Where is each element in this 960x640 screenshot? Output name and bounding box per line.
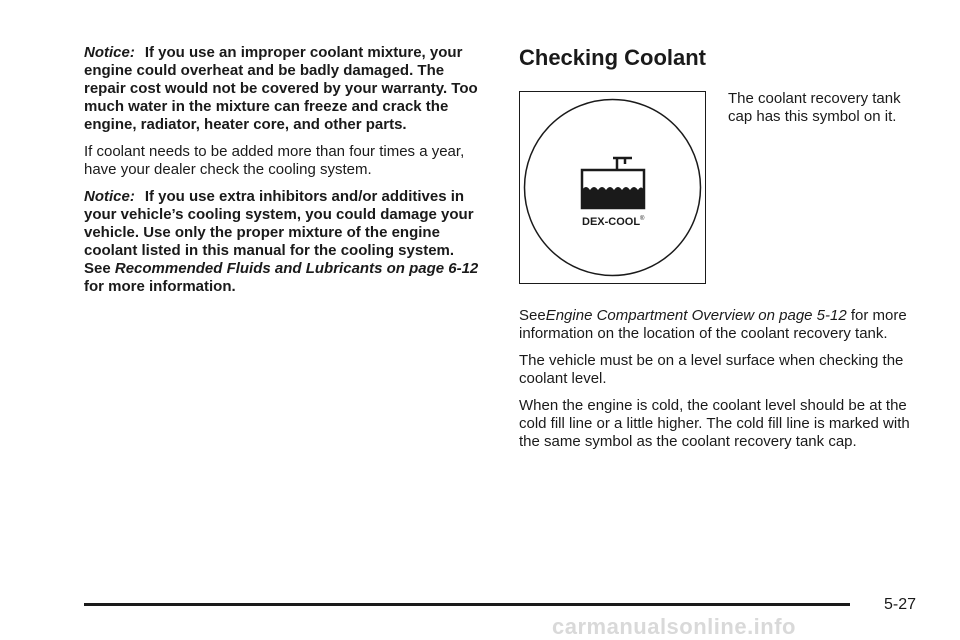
notice-label: Notice: [84, 188, 135, 205]
notice-inhibitors [84, 188, 484, 296]
left-column [84, 44, 484, 305]
see-paragraph [519, 307, 929, 343]
fluids-reference-link[interactable]: Recommended Fluids and Lubricants on page 6-12 [114, 260, 479, 277]
section-heading: Checking Coolant [519, 45, 707, 70]
engine-compartment-reference-link[interactable]: Engine Compartment Overview on page 5-12 [545, 307, 847, 324]
level-surface-paragraph: The vehicle must be on a level surface when checking the coolant level. [519, 352, 904, 387]
symbol-label: DEX-COOL [582, 216, 641, 228]
notice-improper-coolant [84, 44, 484, 134]
notice-text: If you use extra inhibitors and/or additives in your vehicle’s cooling system, you could damage your vehicle. Use only the proper mixture of the engine coolant listed in this manual for the cooling system. See [84, 188, 474, 277]
coolant-cap-icon [520, 92, 705, 283]
registered-mark: ® [640, 216, 645, 222]
right-column-body [519, 307, 929, 460]
see-prefix: See [519, 307, 546, 324]
right-column-header [519, 44, 919, 72]
symbol-caption: The coolant recovery tank cap has this symbol on it. [728, 90, 901, 125]
notice-text: If you use an improper coolant mixture, your engine could overheat and be badly damaged. The repair cost would not be covered by your warranty. Too much water in the mixture can freeze and crack the engine, radiator, heater core, and other parts. [84, 44, 478, 133]
footer-rule [84, 603, 850, 606]
notice-label: Notice: [84, 44, 135, 61]
coolant-symbol-figure [519, 91, 706, 284]
page-number: 5-27 [884, 596, 917, 613]
see-rest: for more information on the location of the coolant recovery tank. [519, 307, 907, 342]
dealer-check-paragraph: If coolant needs to be added more than four times a year, have your dealer check the cooling system. [84, 143, 465, 178]
watermark: carmanualsonline.info [552, 614, 796, 639]
cold-fill-paragraph: When the engine is cold, the coolant level should be at the cold fill line or a little higher. The cold fill line is marked with the same symbol as the coolant recovery tank cap. [519, 397, 910, 450]
notice-text-end: for more information. [84, 278, 236, 295]
